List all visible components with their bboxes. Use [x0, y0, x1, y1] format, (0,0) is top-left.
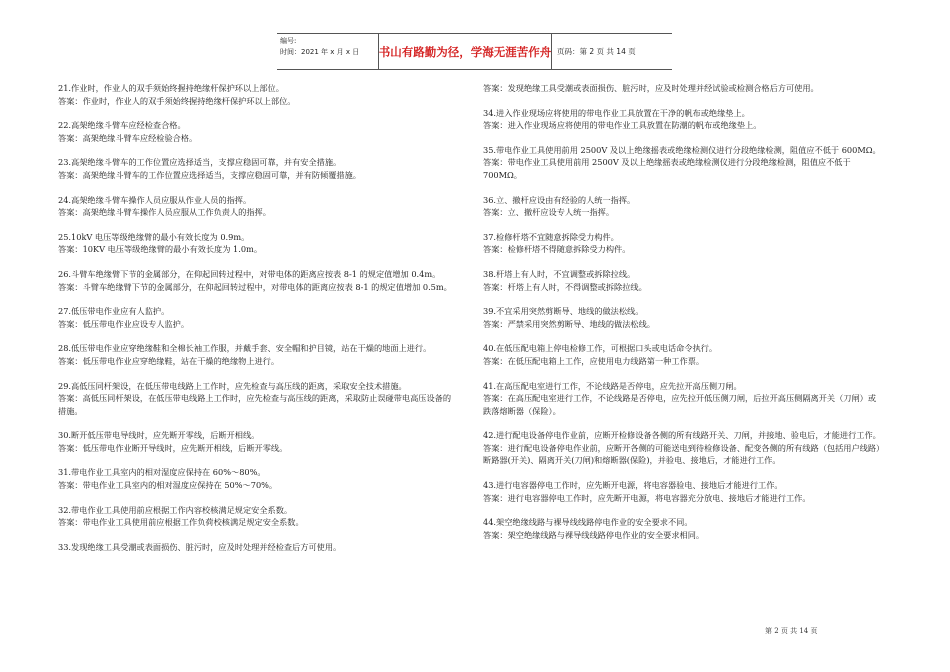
qa-item: [58, 541, 458, 554]
answer-text: 答案：立、撤杆应设专人统一指挥。: [483, 207, 615, 218]
right-column: [483, 82, 883, 553]
question-text: 33.发现绝缘工具受潮或表面损伤、脏污时，应及时处理并经检查后方可使用。: [58, 541, 342, 552]
header-meta: [280, 36, 375, 58]
question-text: 40.在低压配电箱上停电检修工作，可根据口头或电话命令执行。: [483, 343, 718, 354]
answer-text: 答案：高架绝缘斗臂车操作人员应服从工作负责人的指挥。: [58, 207, 271, 218]
page-footer: 第 2 页 共 14 页: [765, 627, 818, 635]
answer-text: 答案：杆塔上有人时，不得调整或拆除拉线。: [483, 281, 647, 292]
qa-item: [58, 429, 458, 454]
qa-item: [58, 82, 458, 107]
question-text: 35.带电作业工具使用前用 2500V 及以上绝缘摇表或绝缘检测仪进行分段绝缘检测，阻值应不低于 600MΩ。: [483, 144, 881, 155]
motto-banner: 书山有路勤为径，学海无涯苦作舟: [378, 34, 552, 69]
answer-text: 答案：架空绝缘线路与裸导线线路停电作业的安全要求相同。: [483, 529, 705, 540]
answer-text: 答案：高架绝缘斗臂车应经检验合格。: [58, 132, 198, 143]
qa-item: [58, 504, 458, 529]
answer-text: 答案：高低压同杆架设，在低压带电线路上工作时，应先检查与高压线的距离，采取防止误碰带电高压设备的措施。: [58, 393, 452, 416]
qa-item: [58, 342, 458, 367]
question-text: 31.带电作业工具室内的相对湿度应保持在 60%～80%。: [58, 467, 266, 478]
answer-text: 答案：10KV 电压等级绝缘臂的最小有效长度为 1.0m。: [58, 244, 263, 255]
question-text: 30.断开低压带电导线时，应先断开零线，后断开相线。: [58, 430, 260, 441]
question-text: 42.进行配电设备停电作业前，应断开检修设备各侧的所有线路开关、刀闸，并接地、验电后，才能进行工作。: [483, 430, 881, 441]
answer-text: 答案：低压带电作业断开导线时，应先断开相线，后断开零线。: [58, 442, 288, 453]
qa-item: [483, 107, 883, 132]
code-label: 编号:: [280, 37, 297, 45]
question-text: 44.架空绝缘线路与裸导线线路停电作业的安全要求不同。: [483, 517, 693, 528]
question-text: 41.在高压配电室进行工作，不论线路是否停电，应先拉开高压侧刀闸。: [483, 380, 742, 391]
answer-text: 答案：作业时，作业人的双手须始终握持绝缘杆保护环以上部位。: [58, 95, 296, 106]
qa-item: [483, 305, 883, 330]
qa-item: [483, 231, 883, 256]
question-text: 23.高架绝缘斗臂车的工作位置应选择适当，支撑应稳固可靠，并有安全措施。: [58, 157, 342, 168]
qa-item: [483, 82, 883, 95]
qa-item: [483, 194, 883, 219]
answer-text: 答案：带电作业工具使用前应根据工作负荷校核满足规定安全系数。: [58, 517, 304, 528]
question-text: 37.检修杆塔不宜随意拆除受力构件。: [483, 231, 619, 242]
question-text: 32.带电作业工具使用前应根据工作内容校核满足规定安全系数。: [58, 504, 293, 515]
page-header: [277, 33, 672, 70]
question-text: 25.10kV 电压等级绝缘臂的最小有效长度为 0.9m。: [58, 231, 250, 242]
qa-item: [58, 194, 458, 219]
answer-text: 答案：斗臂车绝缘臂下节的金属部分，在仰起回转过程中，对带电体的距离应按表 8-1 的规定值增加 0.5m。: [58, 281, 452, 292]
qa-item: [58, 380, 458, 418]
answer-text: 答案：在低压配电箱上工作，应使用电力线路第一种工作票。: [483, 355, 705, 366]
question-text: 21.作业时，作业人的双手须始终握持绝缘杆保护环以上部位。: [58, 83, 284, 93]
time-label: 时间：2021 年 x 月 x 日: [280, 48, 360, 56]
question-text: 28.低压带电作业应穿绝缘鞋和全棉长袖工作服，并戴手套、安全帽和护目镜，站在干燥的地面上进行。: [58, 343, 432, 354]
answer-text: 答案：进行配电设备停电作业前，应断开各侧的可能送电到待检修设备、配变各侧的所有线路（包括用户线路）断路器(开关)、隔离开关(刀闸)和熔断器(保险)，并验电、接地后，才能进行工作。: [483, 442, 881, 466]
question-text: 43.进行电容器停电工作时，应先断开电源，将电容器验电、接地后才能进行工作。: [483, 480, 783, 491]
qa-item: [483, 429, 883, 467]
question-text: 38.杆塔上有人时，不宜调整或拆除拉线。: [483, 268, 636, 279]
answer-text: 答案：检修杆塔不得随意拆除受力构件。: [483, 244, 631, 255]
question-text: 27.低压带电作业应有人监护。: [58, 306, 170, 317]
answer-text: 答案：严禁采用突然剪断导、地线的做法松线。: [483, 318, 655, 329]
qa-item: [483, 479, 883, 504]
page-info: 页码：第 2 页 共 14 页: [557, 47, 636, 56]
qa-item: [483, 516, 883, 541]
question-text: 24.高架绝缘斗臂车操作人员应服从作业人员的指挥。: [58, 194, 252, 205]
answer-text: 答案：发现绝缘工具受潮或表面损伤、脏污时，应及时处理并经试验或检测合格后方可使用。: [483, 83, 819, 93]
qa-item: [58, 119, 458, 144]
question-text: 36.立、撤杆应设由有经验的人统一指挥。: [483, 194, 636, 205]
qa-item: [58, 268, 458, 293]
qa-item: [483, 342, 883, 367]
answer-text: 答案：带电作业工具使用前用 2500V 及以上绝缘摇表或绝缘检测仪进行分段绝缘检测，阻值应不低于 700MΩ。: [483, 157, 851, 180]
answer-text: 答案：进行电容器停电工作时，应先断开电源，将电容器充分放电、接地后才能进行工作。: [483, 492, 811, 503]
qa-item: [58, 305, 458, 330]
question-text: 34.进入作业现场应将使用的带电作业工具放置在干净的帆布或绝缘垫上。: [483, 107, 750, 118]
question-text: 29.高低压同杆架设，在低压带电线路上工作时，应先检查与高压线的距离，采取安全技术措施。: [58, 380, 407, 391]
qa-item: [483, 380, 883, 418]
question-text: 22.高架绝缘斗臂车应经检查合格。: [58, 120, 186, 131]
left-column: [58, 82, 458, 565]
answer-text: 答案：高架绝缘斗臂车的工作位置应选择适当，支撑应稳固可靠，并有防倾覆措施。: [58, 169, 361, 180]
answer-text: 答案：低压带电作业应设专人监护。: [58, 318, 190, 329]
answer-text: 答案：在高压配电室进行工作，不论线路是否停电，应先拉开低压侧刀闸，后拉开高压侧隔离开关（刀闸）或跌落熔断器（保险）。: [483, 393, 877, 416]
qa-item: [483, 144, 883, 182]
qa-item: [58, 231, 458, 256]
qa-item: [483, 268, 883, 293]
question-text: 39.不宜采用突然剪断导、地线的做法松线。: [483, 306, 644, 317]
qa-item: [58, 466, 458, 491]
question-text: 26.斗臂车绝缘臂下节的金属部分，在仰起回转过程中，对带电体的距离应按表 8-1 的规定值增加 0.4m。: [58, 268, 441, 279]
qa-item: [58, 156, 458, 181]
answer-text: 答案：进入作业现场应将使用的带电作业工具放置在防潮的帆布或绝缘垫上。: [483, 120, 762, 131]
answer-text: 答案：低压带电作业应穿绝缘鞋，站在干燥的绝缘物上进行。: [58, 355, 280, 366]
answer-text: 答案：带电作业工具室内的相对湿度应保持在 50%～70%。: [58, 480, 278, 491]
